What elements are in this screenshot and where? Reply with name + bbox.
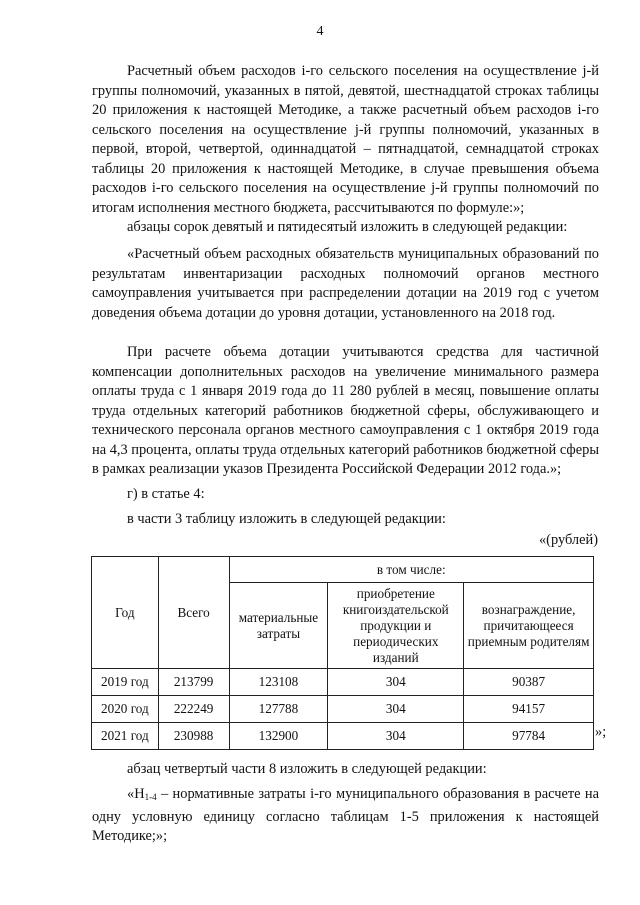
cell-material: 132900 [229, 723, 328, 750]
paragraph-article-4: г) в статье 4: [127, 486, 205, 502]
unit-label: «(рублей) [538, 532, 598, 548]
cell-material: 127788 [229, 696, 328, 723]
header-including: в том числе: [229, 557, 593, 583]
header-reward: вознаграждение, причитающееся приемным родителям [464, 583, 594, 669]
paragraph-inventory: «Расчетный объем расходных обязательств муниципальных образований по результатам инвентаризации расходных полномочий органов местного самоуправления учитывается при распределении дотации на 2019 год с учетом доведения объема дотации до уровня дотации, установленного на 2018 год. [92, 246, 599, 321]
cell-books: 304 [328, 669, 464, 696]
formula-symbol: «Н [127, 786, 145, 802]
page-number: 4 [316, 24, 324, 39]
cell-books: 304 [328, 696, 464, 723]
cell-books: 304 [328, 723, 464, 750]
cell-reward: 94157 [464, 696, 594, 723]
paragraph-part-8: абзац четвертый части 8 изложить в следующей редакции: [127, 761, 487, 777]
paragraph-formula-definition [92, 785, 599, 847]
table-row [92, 696, 594, 723]
formula-description: – нормативные затраты i-го муниципального образования в расчете на одну условную единицу согласно таблицам 1-5 приложения к настоящей Методике;»; [92, 786, 599, 844]
cell-year: 2019 год [92, 669, 159, 696]
header-year: Год [92, 557, 159, 669]
header-total: Всего [158, 557, 229, 669]
cell-reward: 97784 [464, 723, 594, 750]
header-material: материальные затраты [229, 583, 328, 669]
cell-total: 213799 [158, 669, 229, 696]
formula-subscript: 1-4 [144, 792, 157, 802]
cell-material: 123108 [229, 669, 328, 696]
cell-year: 2020 год [92, 696, 159, 723]
expenses-table [91, 556, 594, 750]
paragraph-part-3: в части 3 таблицу изложить в следующей редакции: [127, 511, 446, 527]
cell-year: 2021 год [92, 723, 159, 750]
table-header-row [92, 557, 594, 583]
paragraph-amend-49-50: абзацы сорок девятый и пятидесятый изложить в следующей редакции: [127, 219, 568, 235]
cell-reward: 90387 [464, 669, 594, 696]
table-closing-mark: »; [595, 724, 607, 740]
table-row [92, 669, 594, 696]
table-row [92, 723, 594, 750]
paragraph-calculated-expenses: Расчетный объем расходов i-го сельского поселения на осуществление j-й группы полномочий, указанных в пятой, девятой, шестнадцатой строках таблицы 20 приложения к настоящей Методике, а также расчетный объем расходов i-го сельского поселения на осуществление j-й группы полномочий, указанных в первой, второй, четвертой, одиннадцатой – пятнадцатой, семнадцатой строках таблицы 20 приложения к настоящей Методике, в случае превышения объема расходов i-го сельского поселения на осуществление j-й группы полномочий по итогам исполнения местного бюджета, рассчитываются по формуле:»; [92, 63, 599, 216]
paragraph-subsidy-calculation: При расчете объема дотации учитываются средства для частичной компенсации дополнительных расходов на увеличение минимального размера оплаты труда с 1 января 2019 года до 11 280 рублей в месяц, повышение оплаты труда отдельных категорий работников бюджетной сферы, обслуживающего и технического персонала органов местного самоуправления с 1 октября 2019 года на 4,3 процента, оплаты труда отдельных категорий работников бюджетной сферы в рамках реализации указов Президента Российской Федерации 2012 года.»; [92, 344, 599, 477]
header-books: приобретение книгоиздательской продукции и периодических изданий [328, 583, 464, 669]
cell-total: 222249 [158, 696, 229, 723]
cell-total: 230988 [158, 723, 229, 750]
